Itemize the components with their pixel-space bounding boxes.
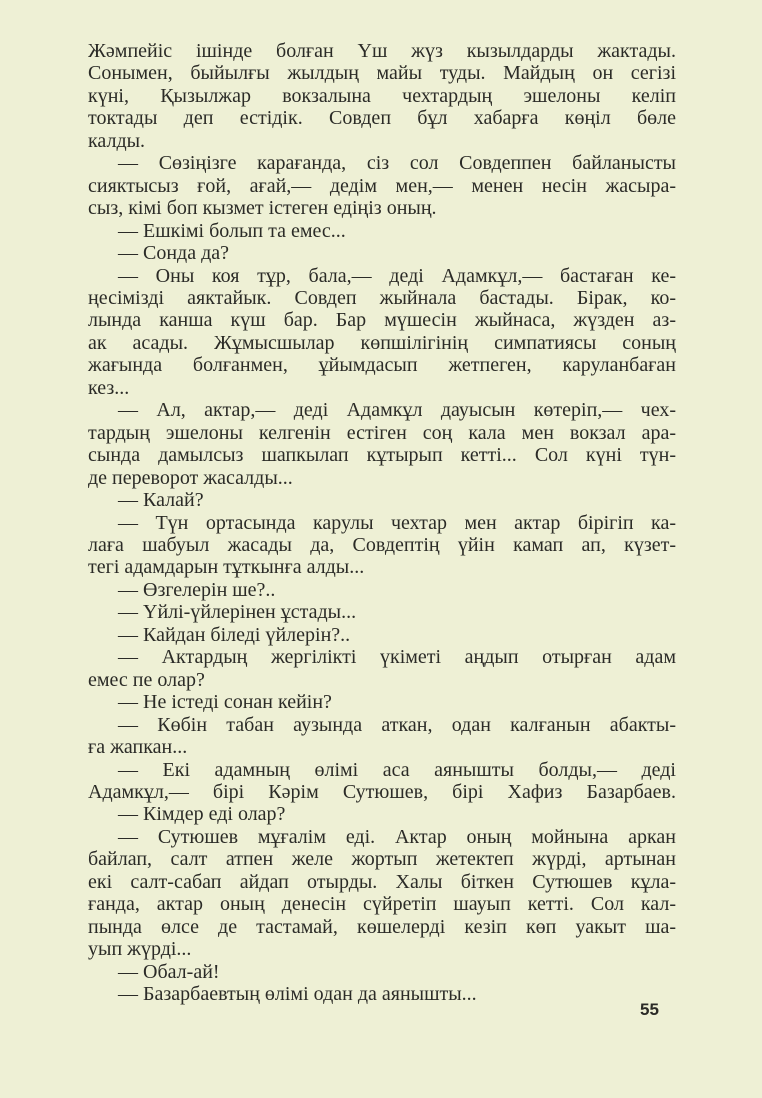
text-line: сында дамылсыз шапкылап кұтырып кетті... Сол күні түн- <box>88 444 676 467</box>
text-line: де переворот жасалды... <box>88 466 293 489</box>
text-line: — Калай? <box>118 489 204 512</box>
text-line: — Сутюшев мұғалім еді. Актар оның мойнына аркан <box>118 825 676 848</box>
text-line: Адамкұл,— бірі Кәрім Сутюшев, бірі Хафиз Базарбаев. <box>88 780 676 803</box>
text-line: ак асады. Жұмысшылар көпшілігінің симпатиясы соның <box>88 331 676 354</box>
text-line: емес пе олар? <box>88 668 205 691</box>
text-line: уып жүрді... <box>88 938 192 961</box>
text-line: — Сөзіңізге карағанда, сіз сол Совдеппен байланысты <box>118 152 676 175</box>
text-line: — Екі адамның өлімі аса аянышты болды,— деді <box>118 758 676 781</box>
text-line: кез... <box>88 376 130 399</box>
text-line: токтады деп естідік. Совдеп бұл хабарға көңіл бөле <box>88 107 676 130</box>
text-line: — Үйлі-үйлерінен ұстады... <box>118 601 357 624</box>
text-line: Сонымен, быйылғы жылдың майы туды. Майдың он сегізі <box>88 62 676 85</box>
text-line: тардың эшелоны келгенін естіген соң кала мен вокзал ара- <box>88 421 676 444</box>
text-line: тегі адамдарын тұткынға алды... <box>88 556 365 579</box>
text-line: сыз, кімі боп кызмет істеген едіңіз оның. <box>88 197 437 220</box>
text-line: — Түн ортасында карулы чехтар мен актар бірігіп ка- <box>118 511 676 534</box>
text-line: екі салт-сабап айдап отырды. Халы біткен Сутюшев кұла- <box>88 870 676 893</box>
text-line: — Не істеді сонан кейін? <box>118 691 332 714</box>
text-line: — Көбін табан аузында аткан, одан калғанын абакты- <box>118 713 676 736</box>
text-line: — Кайдан біледі үйлерін?.. <box>118 623 351 646</box>
text-line: байлап, салт атпен желе жортып жетектеп жүрді, артынан <box>88 848 676 871</box>
text-line: ңесімізді аяктайык. Совдеп жыйнала бастады. Бірак, ко- <box>88 286 676 309</box>
text-line: — Оны коя тұр, бала,— деді Адамкұл,— бастаған ке- <box>118 264 676 287</box>
text-line: — Ешкімі болып та емес... <box>118 219 346 242</box>
text-line: калды. <box>88 129 146 152</box>
text-line: — Кімдер еді олар? <box>118 803 286 826</box>
text-line: — Сонда да? <box>118 242 230 265</box>
text-line: — Өзгелерін ше?.. <box>118 578 276 601</box>
text-line: — Обал-ай! <box>118 960 220 983</box>
text-line: Жәмпейіс ішінде болған Үш жүз кызылдарды жактады. <box>88 40 676 62</box>
page-number: 55 <box>640 1000 659 1019</box>
text-line: ға жапкан... <box>88 736 188 759</box>
text-line: сияктысыз ғой, ағай,— дедім мен,— менен несін жасыра- <box>88 174 676 197</box>
text-line: лында канша күш бар. Бар мүшесін жыйнаса, жүзден аз- <box>88 309 676 332</box>
body-text <box>88 40 676 1005</box>
text-line: — Базарбаевтың өлімі одан да аянышты... <box>118 983 477 1006</box>
text-line: — Актардың жергілікті үкіметі аңдып отырған адам <box>118 646 676 669</box>
text-line: лаға шабуыл жасады да, Совдептің үйін камап ап, күзет- <box>88 533 676 556</box>
text-line: күні, Қызылжар вокзалына чехтардың эшелоны келіп <box>88 84 676 107</box>
text-line: жағында болғанмен, ұйымдасып жетпеген, карулaнбаған <box>88 354 676 377</box>
text-line: пында өлсе де тастамай, көшелерді кезіп көп уакыт ша- <box>88 915 676 938</box>
text-line: ғанда, актар оның денесін сүйретіп шауып кетті. Сол кал- <box>88 893 676 916</box>
text-line: — Ал, актар,— деді Адамкұл дауысын көтеріп,— чех- <box>118 399 676 422</box>
